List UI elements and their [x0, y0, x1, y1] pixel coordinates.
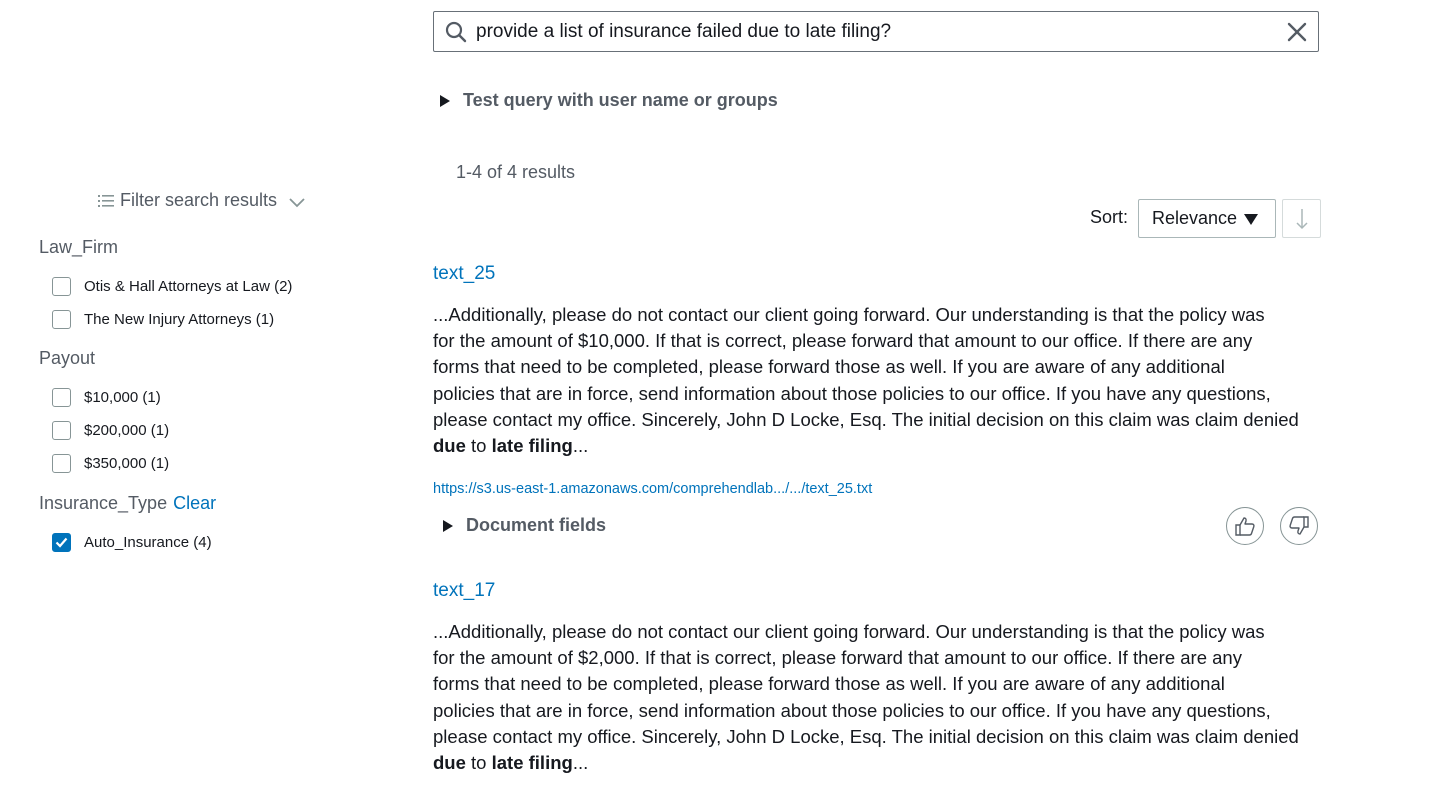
- result-title-link[interactable]: text_17: [433, 580, 496, 601]
- thumbs-down-icon: [1288, 515, 1310, 537]
- search-icon: [445, 21, 467, 43]
- list-icon: [98, 193, 114, 209]
- chevron-down-icon: [289, 198, 305, 208]
- search-bar: [433, 11, 1319, 52]
- thumbs-down-button[interactable]: [1280, 507, 1318, 545]
- result-title-link[interactable]: text_25: [433, 263, 496, 284]
- close-icon[interactable]: [1286, 21, 1308, 43]
- checkmark-icon: [55, 537, 68, 548]
- excerpt-text: ...: [572, 435, 589, 457]
- excerpt-text: to: [465, 752, 492, 774]
- excerpt-line: for the amount of $10,000. If that is correct, please forward that amount to our office. If there are any: [433, 330, 1253, 352]
- checkbox[interactable]: [52, 421, 71, 440]
- facet-option-label: $350,000 (1): [84, 455, 170, 472]
- thumbs-up-button[interactable]: [1226, 507, 1264, 545]
- filter-search-results-toggle[interactable]: [98, 190, 305, 211]
- facet-clear-link[interactable]: Clear: [173, 493, 217, 513]
- thumbs-up-icon: [1234, 515, 1256, 537]
- facet-option-label: $200,000 (1): [84, 422, 170, 439]
- sort-selected-value: Relevance: [1152, 208, 1238, 228]
- caret-right-icon: [439, 94, 451, 108]
- facet-option-10000[interactable]: [52, 388, 161, 407]
- caret-right-icon: [442, 519, 454, 533]
- sort-select[interactable]: [1138, 199, 1276, 238]
- facet-option-new-injury[interactable]: [52, 310, 274, 329]
- excerpt-line: policies that are in force, send information about those policies to our office. If you have any questions,: [433, 382, 1271, 404]
- excerpt-line-end: [433, 750, 1313, 776]
- checkbox[interactable]: [52, 388, 71, 407]
- excerpt-line: forms that need to be completed, please forward those as well. If you are aware of any additional: [433, 356, 1225, 378]
- highlight: late filing: [491, 435, 573, 457]
- facet-title-law-firm: Law_Firm: [39, 237, 119, 257]
- facet-option-otis-hall[interactable]: [52, 277, 292, 296]
- results-count: 1-4 of 4 results: [456, 162, 576, 182]
- facet-option-label: $10,000 (1): [84, 389, 161, 406]
- document-fields-label: Document fields: [466, 515, 607, 535]
- facet-option-200000[interactable]: [52, 421, 169, 440]
- facet-option-auto-insurance[interactable]: [52, 533, 212, 552]
- excerpt-text: to: [465, 435, 492, 457]
- excerpt-line-end: [433, 433, 1313, 459]
- highlight: due: [433, 435, 466, 457]
- excerpt-line: policies that are in force, send information about those policies to our office. If you have any questions,: [433, 699, 1271, 721]
- checkbox[interactable]: [52, 277, 71, 296]
- test-query-label: Test query with user name or groups: [463, 90, 778, 110]
- checkbox[interactable]: [52, 454, 71, 473]
- result-excerpt: [433, 302, 1313, 459]
- search-input[interactable]: [476, 17, 1276, 47]
- filter-header-label: Filter search results: [120, 190, 278, 210]
- checkbox-checked[interactable]: [52, 533, 71, 552]
- sort-label: Sort:: [1090, 207, 1129, 227]
- test-query-expander[interactable]: [439, 90, 778, 111]
- facet-title-label: Insurance_Type: [39, 493, 168, 513]
- highlight: late filing: [491, 752, 573, 774]
- excerpt-line: ...Additionally, please do not contact our client going forward. Our understanding is that the policy was: [433, 621, 1265, 642]
- facet-option-label: Auto_Insurance (4): [84, 534, 212, 551]
- facet-title-insurance-type: [39, 493, 216, 514]
- result-url-link[interactable]: https://s3.us-east-1.amazonaws.com/comprehendlab.../.../text_25.txt: [433, 481, 873, 497]
- facet-option-350000[interactable]: [52, 454, 169, 473]
- facet-title-payout: Payout: [39, 348, 96, 368]
- excerpt-line: please contact my office. Sincerely, John D Locke, Esq. The initial decision on this claim was claim denied: [433, 725, 1299, 747]
- caret-down-icon: [1244, 214, 1258, 225]
- highlight: due: [433, 752, 466, 774]
- document-fields-expander[interactable]: [442, 515, 606, 536]
- excerpt-line: please contact my office. Sincerely, John D Locke, Esq. The initial decision on this claim was claim denied: [433, 408, 1299, 430]
- arrow-down-icon: [1295, 208, 1309, 230]
- result-excerpt: [433, 619, 1313, 776]
- sort-direction-button[interactable]: [1282, 199, 1321, 238]
- excerpt-line: for the amount of $2,000. If that is correct, please forward that amount to our office. If there are any: [433, 647, 1242, 669]
- excerpt-text: ...: [572, 752, 589, 774]
- facet-option-label: Otis & Hall Attorneys at Law (2): [84, 278, 293, 295]
- checkbox[interactable]: [52, 310, 71, 329]
- excerpt-line: forms that need to be completed, please forward those as well. If you are aware of any additional: [433, 673, 1225, 695]
- facet-option-label: The New Injury Attorneys (1): [84, 311, 275, 328]
- excerpt-line: ...Additionally, please do not contact our client going forward. Our understanding is that the policy was: [433, 304, 1265, 325]
